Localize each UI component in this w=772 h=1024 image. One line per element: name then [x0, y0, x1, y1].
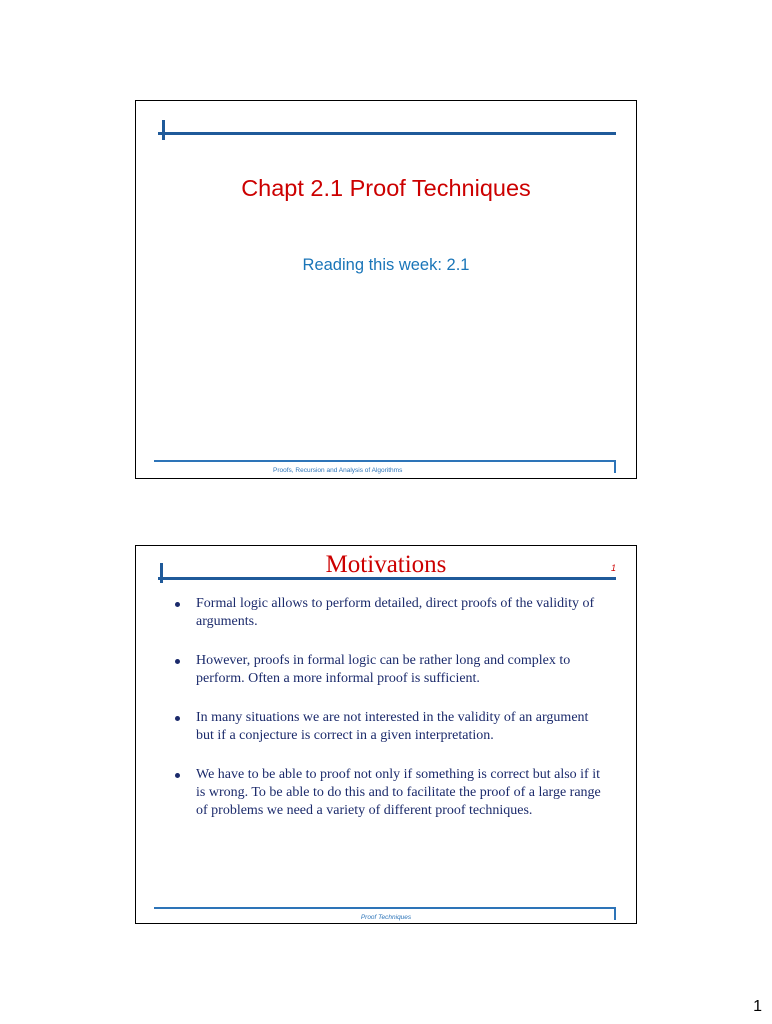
slide-title: Chapt 2.1 Proof Techniques [241, 175, 531, 201]
bullet-text: We have to be able to proof not only if something is correct but also if it is wrong. To be able to do this and to facilitate the proof of a large range of problems we need a variety of different proof techniques. [196, 767, 601, 818]
bullet-icon [175, 716, 180, 721]
bullet-icon [175, 602, 180, 607]
slide-footer: Proofs, Recursion and Analysis of Algorithms [273, 467, 403, 474]
bullet-text: In many situations we are not interested in the validity of an argument but if a conjecture is correct in a given interpretation. [196, 710, 589, 743]
header-rule-tick [162, 120, 165, 140]
bullet-text: However, proofs in formal logic can be rather long and complex to perform. Often a more informal proof is sufficient. [196, 653, 571, 686]
slide-subtitle: Reading this week: 2.1 [302, 256, 470, 274]
footer-rule-tick [614, 461, 616, 473]
slide-1 [135, 100, 637, 479]
list-item [174, 595, 604, 631]
header-rule [158, 132, 616, 135]
footer-rule [154, 460, 616, 462]
slide-number: 1 [610, 563, 616, 573]
bullet-icon [175, 773, 180, 778]
list-item [174, 766, 604, 820]
bullet-list [174, 595, 604, 841]
list-item [174, 709, 604, 745]
bullet-text: Formal logic allows to perform detailed, direct proofs of the validity of arguments. [196, 596, 595, 629]
bullet-icon [175, 659, 180, 664]
footer-rule [154, 907, 616, 909]
slide-footer: Proof Techniques [360, 914, 412, 921]
page-number: 1 [753, 998, 762, 1015]
slide-title: Motivations [325, 551, 447, 578]
list-item [174, 652, 604, 688]
slide-2 [135, 545, 637, 924]
